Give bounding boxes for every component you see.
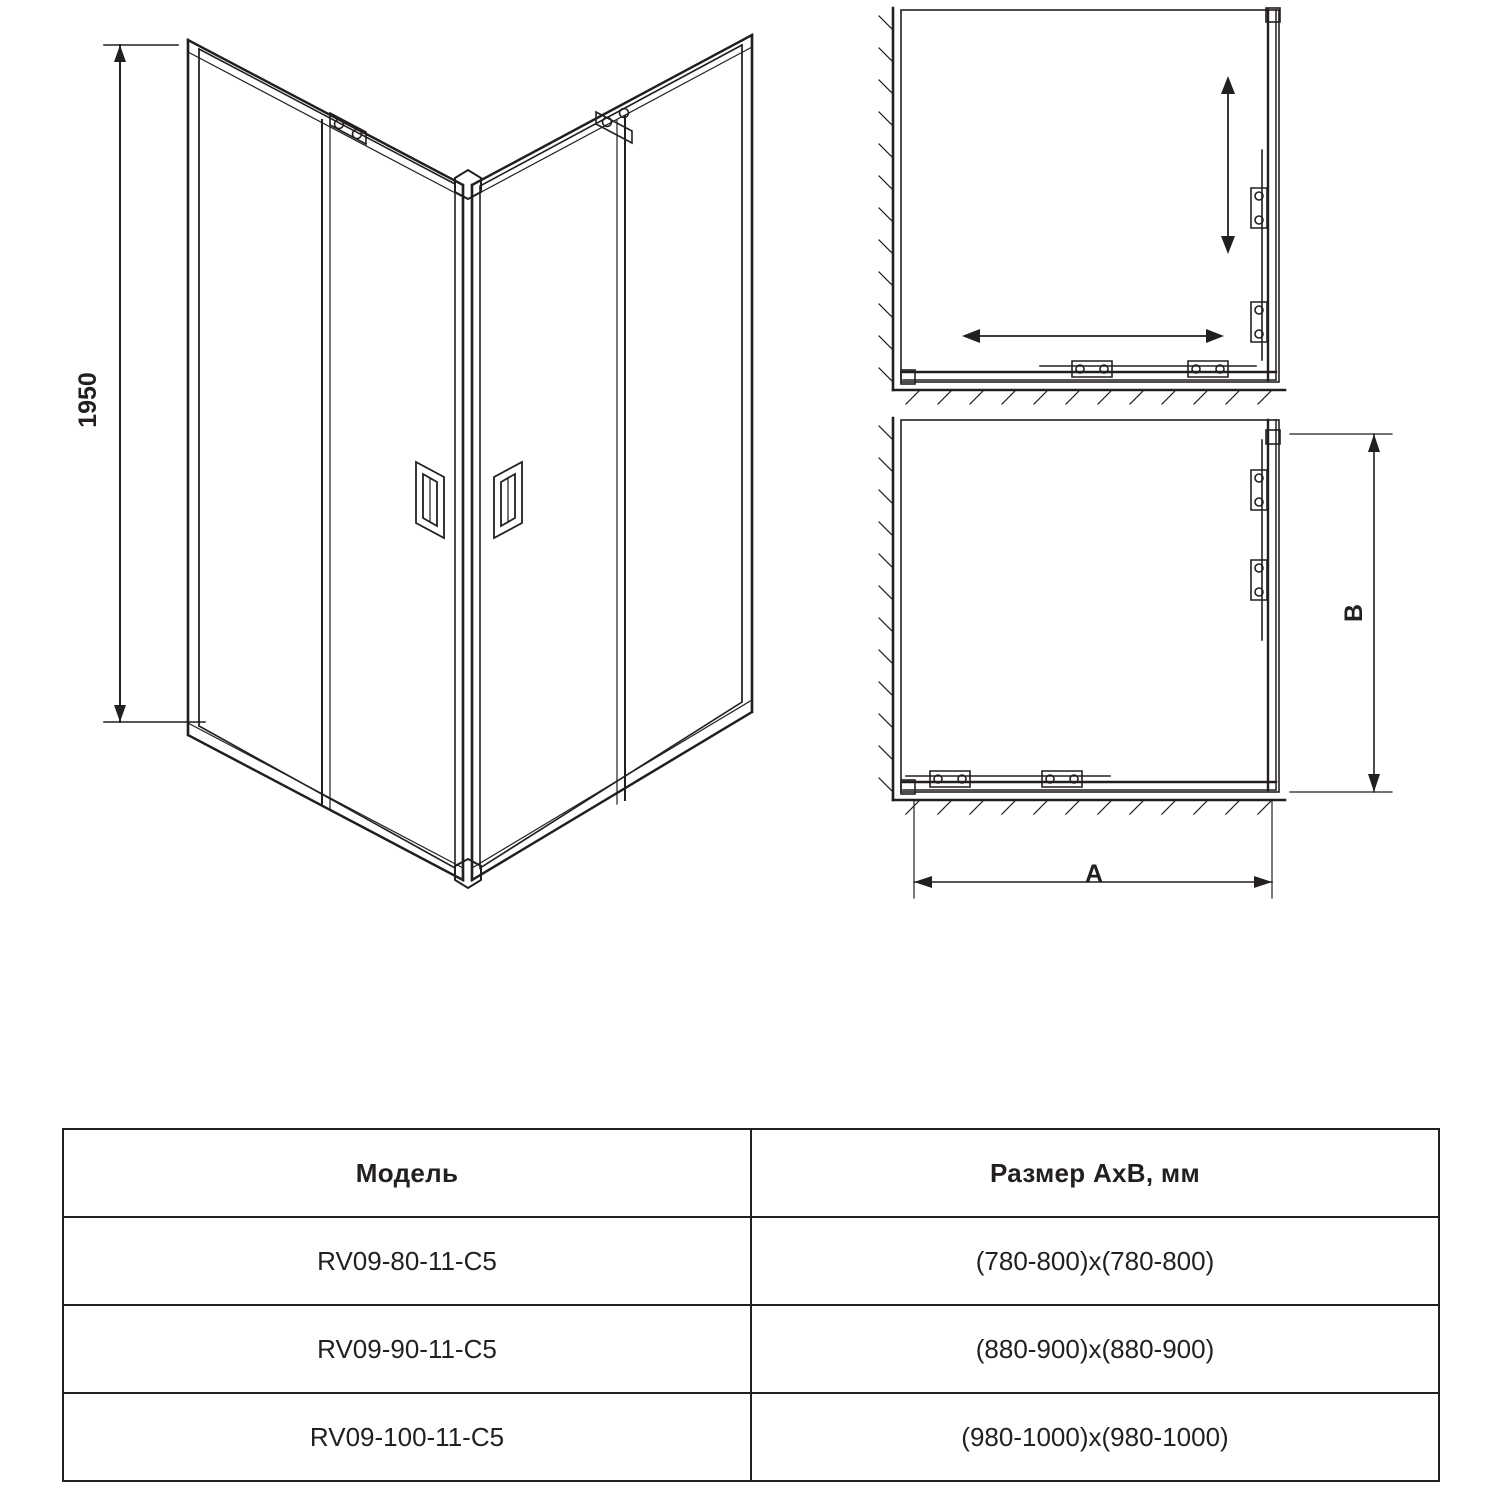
cell-model: RV09-90-11-C5 xyxy=(63,1305,751,1393)
handle-right xyxy=(494,462,522,538)
plan-view-top xyxy=(879,8,1285,404)
table-header-row xyxy=(63,1129,1439,1217)
spec-table xyxy=(62,1128,1440,1482)
sliding-door-right-2 xyxy=(1251,440,1267,640)
plan-view-bottom xyxy=(879,418,1392,898)
isometric-enclosure-view xyxy=(104,35,752,888)
cell-model: RV09-80-11-C5 xyxy=(63,1217,751,1305)
column-header-model: Модель xyxy=(63,1129,751,1217)
height-dimension xyxy=(104,45,205,722)
table-row xyxy=(63,1305,1439,1393)
height-dimension-label: 1950 xyxy=(74,372,102,428)
sliding-door-bottom xyxy=(1040,361,1256,377)
motion-arrow-vertical xyxy=(1221,76,1235,254)
sliding-door-bottom-2 xyxy=(906,771,1110,787)
sliding-door-right xyxy=(1251,150,1267,360)
motion-arrow-horizontal xyxy=(962,329,1224,343)
cell-model: RV09-100-11-C5 xyxy=(63,1393,751,1481)
column-header-size: Размер АхВ, мм xyxy=(751,1129,1439,1217)
cell-size: (780-800)х(780-800) xyxy=(751,1217,1439,1305)
cell-size: (880-900)х(880-900) xyxy=(751,1305,1439,1393)
cell-size: (980-1000)х(980-1000) xyxy=(751,1393,1439,1481)
depth-dimension-label: B xyxy=(1340,603,1368,623)
table-row xyxy=(63,1393,1439,1481)
handle-left xyxy=(416,462,444,538)
table-row xyxy=(63,1217,1439,1305)
width-dimension-label: A xyxy=(1084,860,1104,888)
